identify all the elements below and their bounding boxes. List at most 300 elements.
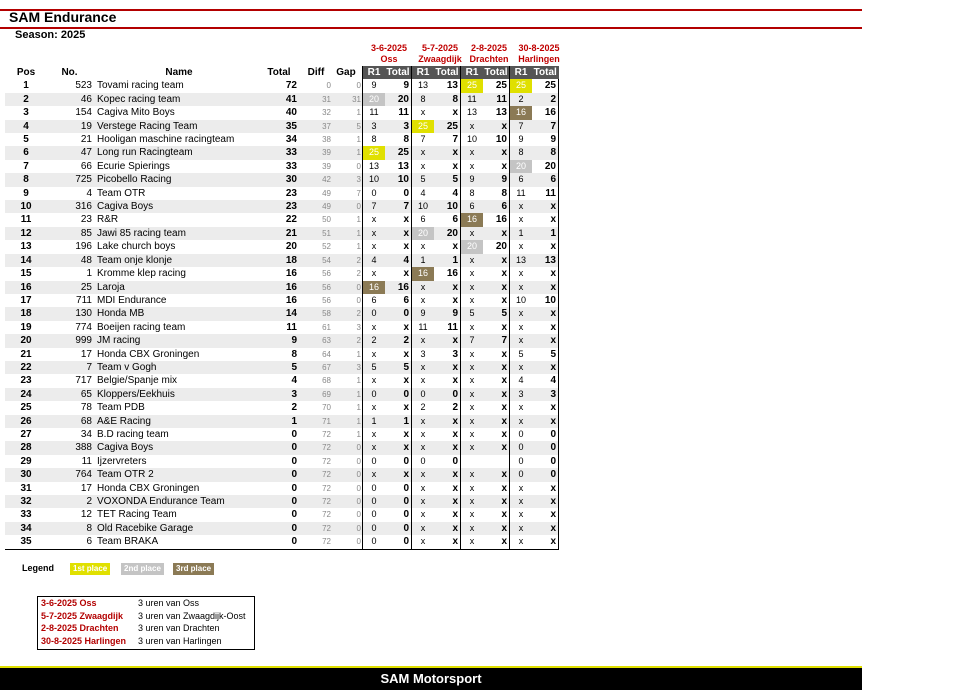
cell-r1: 16: [363, 281, 386, 294]
col-gap: Gap: [336, 67, 356, 78]
cell-event-total: 20: [385, 93, 412, 106]
table-row: [5, 213, 559, 226]
footer-banner: SAM Motorsport: [0, 666, 862, 690]
cell-no: 21: [80, 134, 92, 146]
page-title: SAM Endurance: [9, 9, 117, 25]
cell-r1: x: [412, 482, 435, 495]
table-row: [5, 508, 559, 521]
col-no: No.: [61, 67, 78, 78]
cell-r1: x: [461, 441, 484, 454]
cell-total: 21: [261, 227, 301, 240]
table-row: [5, 294, 559, 307]
cell-event-total: x: [483, 227, 510, 240]
cell-event-total: x: [403, 241, 409, 253]
cell-event-total: x: [532, 213, 559, 226]
cell-diff: 68: [322, 376, 331, 386]
cell-r1: x: [461, 321, 484, 334]
cell-event-total: 13: [495, 107, 507, 119]
cell-r1: x: [510, 307, 533, 320]
cell-total: 0: [291, 509, 297, 521]
cell-gap: 0: [331, 281, 363, 294]
cell-diff: 31: [301, 93, 331, 106]
cell-diff: 56: [301, 281, 331, 294]
cell-event-total: 11: [447, 321, 458, 333]
cell-no: 78: [80, 402, 92, 414]
cell-event-total: 9: [483, 173, 510, 186]
table-row: [5, 388, 559, 401]
cell-pos: 19: [20, 321, 32, 333]
cell-event-total: 0: [385, 522, 412, 535]
cell-name: Lake church boys: [97, 241, 176, 253]
cell-event-total: 0: [403, 187, 409, 199]
cell-pos: 7: [23, 160, 29, 172]
cell-r1: 8: [461, 187, 484, 200]
cell-r1: 0: [363, 307, 386, 320]
cell-r1: 8: [510, 146, 533, 159]
cell-event-total: x: [501, 294, 507, 306]
cell-event-total: 8: [403, 134, 409, 146]
cell-diff: 49: [322, 188, 331, 198]
cell-event-total: x: [501, 268, 507, 280]
cell-no: 1: [86, 268, 92, 280]
cell-r1: x: [412, 535, 435, 549]
cell-total: 2: [291, 402, 297, 414]
cell-r1: x: [510, 240, 533, 253]
cell-gap: 0: [356, 510, 361, 520]
cell-r1: x: [461, 361, 484, 374]
cell-pos: 33: [20, 509, 32, 521]
info-row: [38, 622, 254, 635]
cell-event-total: x: [501, 428, 507, 440]
cell-event-total: x: [532, 508, 559, 521]
cell-event-total: 13: [397, 160, 409, 172]
cell-r1: x: [510, 281, 533, 294]
cell-total: 0: [261, 441, 301, 454]
cell-r1: 25: [363, 146, 386, 159]
cell-event-total: x: [532, 267, 559, 280]
cell-r1: 1: [412, 254, 435, 267]
cell-r1: 6: [363, 294, 386, 307]
cell-gap: 1: [356, 242, 361, 252]
table-row: [5, 106, 559, 119]
cell-no: 68: [47, 415, 94, 428]
cell-r1: 13: [510, 254, 533, 267]
col-r1: R1: [412, 66, 435, 79]
col-r1: R1: [363, 66, 386, 79]
cell-event-total: x: [434, 361, 461, 374]
cell-event-total: x: [532, 307, 559, 320]
cell-total: 30: [261, 173, 301, 186]
cell-event-total: x: [532, 495, 559, 508]
cell-name: Belgie/Spanje mix: [97, 375, 178, 387]
cell-r1: x: [510, 535, 533, 549]
cell-event-total: x: [452, 428, 458, 440]
cell-event-total: x: [501, 160, 507, 172]
cell-pos: 3: [23, 107, 29, 119]
cell-name: A&E Racing: [94, 415, 261, 428]
cell-r1: x: [461, 294, 484, 307]
col-event-total: Total: [386, 67, 410, 78]
cell-event-total: x: [501, 509, 507, 521]
cell-r1: 2: [412, 401, 435, 414]
cell-no: 725: [47, 173, 94, 186]
cell-event-total: x: [434, 441, 461, 454]
cell-pos: 10: [5, 200, 47, 213]
cell-no: 12: [80, 509, 92, 521]
cell-total: 0: [261, 495, 301, 508]
info-date: 3-6-2025 Oss: [41, 598, 97, 608]
cell-name: Honda CBX Groningen: [97, 482, 200, 494]
cell-name: Honda CBX Groningen: [97, 348, 200, 360]
cell-event-total: x: [385, 227, 412, 240]
cell-total: 33: [285, 160, 297, 172]
cell-pos: 25: [20, 402, 32, 414]
col-total: Total: [267, 67, 291, 78]
cell-name: Tovami racing team: [97, 80, 184, 92]
cell-r1: x: [412, 106, 435, 119]
cell-name: Jawi 85 racing team: [94, 227, 261, 240]
cell-event-total: x: [532, 200, 559, 213]
cell-gap: 1: [356, 215, 361, 225]
cell-pos: 18: [5, 307, 47, 320]
cell-event-total: 10: [434, 200, 461, 213]
cell-r1: 10: [412, 200, 435, 213]
cell-name: B.D racing team: [97, 428, 169, 440]
cell-gap: 1: [356, 135, 361, 145]
cell-event-total: x: [532, 361, 559, 374]
cell-pos: 17: [20, 294, 32, 306]
cell-r1: x: [363, 468, 386, 481]
cell-event-total: 0: [434, 388, 461, 401]
cell-r1: 0: [510, 455, 533, 468]
event-header-4: [514, 43, 564, 65]
event-place: Harlingen: [518, 54, 560, 64]
cell-no: 17: [80, 482, 92, 494]
cell-event-total: x: [483, 522, 510, 535]
table-row: [5, 281, 559, 294]
cell-r1: 6: [510, 173, 533, 186]
cell-event-total: 4: [452, 187, 458, 199]
event-header-1: [364, 43, 414, 65]
cell-r1: x: [461, 522, 484, 535]
cell-r1: 7: [510, 120, 533, 133]
cell-event-total: x: [532, 334, 559, 347]
cell-r1: x: [461, 468, 484, 481]
event-header-2: [415, 43, 465, 65]
legend-first-place: 1st place: [70, 563, 110, 575]
cell-event-total: x: [434, 415, 461, 428]
cell-name: Kloppers/Eekhuis: [94, 388, 261, 401]
cell-no: 6: [47, 535, 94, 549]
table-row: [5, 428, 559, 441]
cell-name: Kromme klep racing: [97, 268, 186, 280]
cell-r1: 8: [363, 133, 386, 146]
cell-event-total: 0: [403, 455, 409, 467]
cell-r1: x: [461, 254, 484, 267]
table-row: [5, 361, 559, 374]
cell-total: 34: [285, 134, 297, 146]
cell-event-total: 25: [495, 80, 507, 92]
cell-pos: 21: [20, 348, 32, 360]
cell-total: 9: [261, 334, 301, 347]
table-row: [5, 267, 559, 280]
cell-r1: x: [412, 240, 435, 253]
season-label: Season: 2025: [15, 29, 86, 41]
cell-r1: 3: [363, 120, 386, 133]
event-place: Zwaagdijk: [418, 54, 462, 64]
cell-r1: x: [461, 374, 484, 387]
cell-gap: 0: [331, 522, 363, 535]
cell-event-total: x: [452, 241, 458, 253]
cell-r1: 10: [363, 173, 386, 186]
cell-gap: 1: [356, 376, 361, 386]
cell-total: 11: [286, 321, 297, 333]
cell-name: Team OTR 2: [94, 468, 261, 481]
standings-table: [5, 66, 559, 550]
table-row: [5, 200, 559, 213]
cell-no: 34: [80, 428, 92, 440]
cell-event-total: x: [434, 495, 461, 508]
cell-event-total: 13: [446, 80, 458, 92]
cell-no: 774: [75, 321, 92, 333]
cell-event-total: x: [483, 281, 510, 294]
cell-r1: x: [510, 482, 533, 495]
legend-second-place: 2nd place: [121, 563, 164, 575]
cell-r1: 13: [461, 106, 484, 119]
info-row: [38, 597, 254, 610]
cell-event-total: x: [483, 388, 510, 401]
cell-total: 4: [291, 375, 297, 387]
cell-event-total: 0: [385, 307, 412, 320]
cell-pos: 35: [5, 535, 47, 549]
cell-name: Laroja: [94, 281, 261, 294]
cell-event-total: 2: [532, 93, 559, 106]
cell-total: 16: [261, 281, 301, 294]
cell-r1: x: [461, 120, 484, 133]
cell-no: 2: [47, 495, 94, 508]
cell-event-total: 4: [532, 374, 559, 387]
cell-r1: x: [363, 240, 386, 253]
cell-pos: 20: [5, 334, 47, 347]
cell-r1: [461, 455, 484, 468]
cell-pos: 13: [20, 241, 32, 253]
cell-event-total: x: [483, 146, 510, 159]
cell-pos: 14: [5, 254, 47, 267]
cell-diff: 72: [322, 510, 331, 520]
cell-r1: 20: [510, 160, 533, 173]
cell-r1: x: [412, 522, 435, 535]
cell-pos: 24: [5, 388, 47, 401]
cell-diff: 63: [301, 334, 331, 347]
cell-pos: 30: [5, 468, 47, 481]
cell-gap: 1: [356, 349, 361, 359]
cell-r1: x: [363, 321, 386, 334]
cell-diff: 72: [301, 468, 331, 481]
cell-event-total: x: [532, 240, 559, 253]
cell-r1: x: [461, 281, 484, 294]
cell-event-total: 1: [532, 227, 559, 240]
cell-r1: x: [510, 267, 533, 280]
cell-r1: 6: [412, 213, 435, 226]
table-row: [5, 522, 559, 535]
cell-pos: 16: [5, 281, 47, 294]
cell-r1: x: [510, 522, 533, 535]
cell-name: Team BRAKA: [94, 535, 261, 549]
col-r1: R1: [510, 66, 533, 79]
cell-diff: 56: [322, 269, 331, 279]
cell-event-total: 25: [532, 79, 559, 92]
cell-event-total: 8: [501, 187, 507, 199]
cell-gap: 0: [356, 295, 361, 305]
legend-third-place: 3rd place: [173, 563, 214, 575]
cell-total: 3: [261, 388, 301, 401]
cell-event-total: x: [452, 294, 458, 306]
cell-name: Picobello Racing: [94, 173, 261, 186]
cell-r1: 13: [412, 79, 435, 92]
cell-r1: 3: [412, 348, 435, 361]
cell-event-total: 20: [434, 227, 461, 240]
cell-r1: 0: [363, 508, 386, 521]
event-place: Drachten: [469, 54, 509, 64]
cell-pos: 15: [20, 268, 32, 280]
cell-event-total: 0: [532, 468, 559, 481]
cell-r1: 0: [510, 441, 533, 454]
cell-r1: x: [412, 441, 435, 454]
cell-event-total: x: [403, 321, 409, 333]
cell-diff: 64: [322, 349, 331, 359]
cell-event-total: 0: [532, 428, 559, 441]
cell-name: Verstege Racing Team: [94, 120, 261, 133]
cell-event-total: 8: [434, 93, 461, 106]
cell-event-total: 13: [532, 254, 559, 267]
cell-event-total: 0: [532, 455, 559, 468]
cell-name: Cagiva Boys: [94, 200, 261, 213]
cell-event-total: 6: [532, 173, 559, 186]
cell-event-total: 11: [532, 187, 559, 200]
table-row: [5, 415, 559, 428]
cell-no: 4: [86, 187, 92, 199]
event-date: 5-7-2025: [421, 43, 459, 53]
cell-r1: 6: [461, 200, 484, 213]
header-row: [5, 66, 559, 79]
cell-event-total: 6: [403, 294, 409, 306]
cell-r1: x: [461, 495, 484, 508]
cell-pos: 26: [5, 415, 47, 428]
cell-gap: 3: [331, 361, 363, 374]
cell-total: 23: [285, 187, 297, 199]
cell-no: 25: [47, 281, 94, 294]
table-row: [5, 374, 559, 387]
cell-gap: 0: [356, 456, 361, 466]
cell-r1: 16: [510, 106, 533, 119]
table-row: [5, 254, 559, 267]
cell-event-total: 8: [532, 146, 559, 159]
cell-r1: 0: [363, 455, 386, 468]
table-row: [5, 307, 559, 320]
table-row: [5, 173, 559, 186]
cell-event-total: x: [403, 214, 409, 226]
cell-gap: 2: [356, 269, 361, 279]
cell-diff: 72: [322, 483, 331, 493]
cell-diff: 69: [301, 388, 331, 401]
cell-event-total: 10: [532, 294, 559, 307]
cell-no: 66: [80, 160, 92, 172]
cell-name: Cagiva Mito Boys: [97, 107, 175, 119]
cell-no: 130: [47, 307, 94, 320]
cell-event-total: x: [385, 468, 412, 481]
cell-event-total: 7: [532, 120, 559, 133]
cell-event-total: 0: [532, 441, 559, 454]
cell-no: 7: [47, 361, 94, 374]
cell-event-total: x: [501, 482, 507, 494]
cell-r1: x: [461, 388, 484, 401]
table-row: [5, 93, 559, 106]
cell-event-total: x: [403, 375, 409, 387]
cell-no: 19: [47, 120, 94, 133]
cell-event-total: x: [532, 321, 559, 334]
cell-r1: 4: [412, 187, 435, 200]
cell-r1: 2: [363, 334, 386, 347]
cell-no: 523: [75, 80, 92, 92]
cell-event-total: 1: [434, 254, 461, 267]
event-header-3: [464, 43, 514, 65]
cell-name: Cagiva Boys: [94, 441, 261, 454]
cell-r1: 0: [363, 388, 386, 401]
cell-r1: 5: [412, 173, 435, 186]
cell-gap: 0: [331, 200, 363, 213]
cell-r1: 0: [363, 482, 386, 495]
cell-gap: 1: [331, 388, 363, 401]
cell-event-total: x: [452, 375, 458, 387]
cell-r1: x: [510, 508, 533, 521]
title-rule-bottom: [0, 27, 862, 29]
cell-r1: x: [363, 348, 386, 361]
cell-pos: 22: [5, 361, 47, 374]
cell-no: 999: [47, 334, 94, 347]
legend-label: Legend: [22, 563, 55, 573]
cell-no: 711: [76, 294, 92, 306]
cell-no: 46: [47, 93, 94, 106]
cell-r1: x: [363, 267, 386, 280]
cell-r1: 0: [363, 495, 386, 508]
cell-gap: 0: [331, 535, 363, 549]
table-row: [5, 120, 559, 133]
cell-no: 11: [81, 455, 92, 467]
cell-event-total: x: [452, 107, 458, 119]
cell-event-total: x: [434, 334, 461, 347]
cell-total: 35: [261, 120, 301, 133]
cell-diff: 39: [301, 146, 331, 159]
cell-event-total: x: [501, 321, 507, 333]
cell-r1: 13: [363, 160, 386, 173]
cell-event-total: 16: [385, 281, 412, 294]
col-event-total: Total: [484, 67, 508, 78]
cell-r1: x: [461, 267, 484, 280]
table-row: [5, 455, 559, 468]
cell-r1: x: [363, 227, 386, 240]
cell-r1: 11: [363, 106, 386, 119]
cell-event-total: 10: [385, 173, 412, 186]
cell-diff: 72: [301, 535, 331, 549]
table-row: [5, 240, 559, 253]
cell-event-total: x: [483, 415, 510, 428]
cell-gap: 0: [356, 161, 361, 171]
cell-total: 18: [261, 254, 301, 267]
cell-event-total: 0: [403, 482, 409, 494]
cell-pos: 8: [5, 173, 47, 186]
table-row: [5, 187, 559, 200]
cell-name: Team OTR: [97, 187, 146, 199]
